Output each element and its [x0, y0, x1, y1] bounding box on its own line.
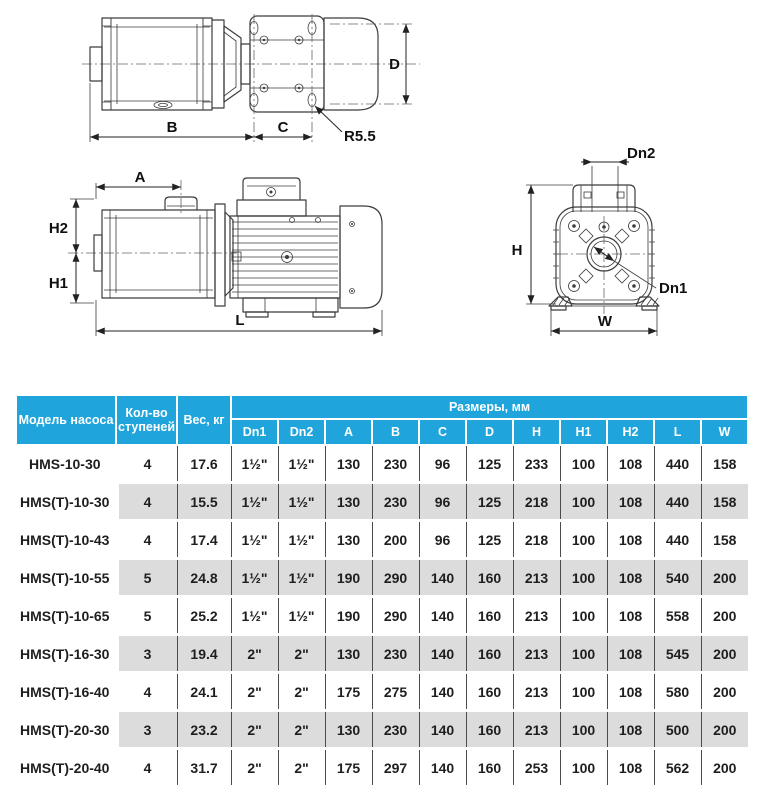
col-header-b: B: [372, 419, 419, 445]
weight-value: 24.8: [177, 559, 231, 597]
dim-a-value: 130: [325, 521, 372, 559]
weight-value: 24.1: [177, 673, 231, 711]
dim-h1-value: 100: [560, 635, 607, 673]
dim-l-value: 500: [654, 711, 701, 749]
dim-c-value: 96: [419, 483, 466, 521]
dim-d-value: 160: [466, 597, 513, 635]
dim-h1-value: 100: [560, 559, 607, 597]
col-header-a: A: [325, 419, 372, 445]
pump-model: HMS(T)-20-40: [16, 749, 116, 787]
dim-d-value: 160: [466, 673, 513, 711]
front-view-body: [549, 207, 659, 314]
weight-value: 31.7: [177, 749, 231, 787]
weight-value: 17.6: [177, 445, 231, 483]
front-view-dimensions: [512, 145, 688, 336]
dim-l-value: 440: [654, 483, 701, 521]
col-header-d: D: [466, 419, 513, 445]
dim-l-value: 440: [654, 445, 701, 483]
stages-value: 4: [116, 673, 177, 711]
dim-dn2-value: 1½": [278, 483, 325, 521]
dim-c-value: 96: [419, 521, 466, 559]
dim-dn1-value: 2": [231, 673, 278, 711]
stages-value: 5: [116, 597, 177, 635]
col-header-w: W: [701, 419, 748, 445]
dim-dn2-value: 2": [278, 673, 325, 711]
dim-b-value: 200: [372, 521, 419, 559]
dim-h-value: 218: [513, 483, 560, 521]
dim-d-value: 160: [466, 711, 513, 749]
stages-value: 4: [116, 445, 177, 483]
dim-d-value: 160: [466, 559, 513, 597]
dim-label-r5-5: R5.5: [344, 128, 376, 145]
dim-h2-value: 108: [607, 635, 654, 673]
table-row: [16, 749, 748, 787]
side-view-drawing: [49, 169, 382, 336]
dim-dn2-value: 1½": [278, 559, 325, 597]
dim-dn2-value: 2": [278, 635, 325, 673]
col-header-dn2: Dn2: [278, 419, 325, 445]
dim-h-value: 213: [513, 673, 560, 711]
dim-dn1-value: 2": [231, 635, 278, 673]
dim-d-value: 160: [466, 749, 513, 787]
dimension-drawings: [0, 0, 757, 394]
col-header-dn1: Dn1: [231, 419, 278, 445]
spec-table-wrap: [15, 394, 749, 788]
dim-l-value: 562: [654, 749, 701, 787]
dim-label-d: D: [389, 56, 400, 73]
dim-l-value: 440: [654, 521, 701, 559]
dim-a-value: 130: [325, 711, 372, 749]
dim-b-value: 290: [372, 597, 419, 635]
dim-w-value: 158: [701, 483, 748, 521]
table-row: [16, 559, 748, 597]
dim-dn2-value: 1½": [278, 597, 325, 635]
dim-a-value: 190: [325, 559, 372, 597]
col-header-model: Модель насоса: [16, 395, 116, 445]
col-header-c: C: [419, 419, 466, 445]
pump-model: HMS-10-30: [16, 445, 116, 483]
dim-d-value: 160: [466, 635, 513, 673]
spec-table-head: [16, 395, 748, 445]
stages-value: 5: [116, 559, 177, 597]
spec-table: [15, 394, 749, 788]
table-row: [16, 635, 748, 673]
dim-label-h: H: [511, 242, 523, 259]
dim-a-value: 190: [325, 597, 372, 635]
dim-w-value: 158: [701, 521, 748, 559]
stages-value: 4: [116, 749, 177, 787]
dim-dn2-value: 2": [278, 749, 325, 787]
dim-label-a: A: [134, 169, 146, 186]
dim-c-value: 96: [419, 445, 466, 483]
side-view-motor: [230, 178, 382, 317]
dim-c-value: 140: [419, 711, 466, 749]
dim-c-value: 140: [419, 597, 466, 635]
dim-h-value: 213: [513, 559, 560, 597]
dim-l-value: 558: [654, 597, 701, 635]
dim-h-value: 218: [513, 521, 560, 559]
dim-h1-value: 100: [560, 711, 607, 749]
dim-l-value: 580: [654, 673, 701, 711]
dim-h1-value: 100: [560, 521, 607, 559]
dim-a-value: 130: [325, 635, 372, 673]
dim-label-h2: H2: [48, 220, 68, 237]
dim-b-value: 230: [372, 711, 419, 749]
dim-label-dn2: Dn2: [627, 145, 656, 162]
col-header-stages: Кол-во ступеней: [116, 395, 177, 445]
dim-h2-value: 108: [607, 483, 654, 521]
dim-dn1-value: 1½": [231, 483, 278, 521]
dim-w-value: 200: [701, 711, 748, 749]
table-row: [16, 521, 748, 559]
front-view-drawing: [512, 145, 688, 336]
dim-h2-value: 108: [607, 711, 654, 749]
dim-h-value: 233: [513, 445, 560, 483]
dim-h-value: 213: [513, 635, 560, 673]
dim-b-value: 297: [372, 749, 419, 787]
dim-dn2-value: 2": [278, 711, 325, 749]
dim-l-value: 545: [654, 635, 701, 673]
dim-dn1-value: 1½": [231, 559, 278, 597]
stages-value: 3: [116, 711, 177, 749]
dim-h2-value: 108: [607, 559, 654, 597]
dim-h2-value: 108: [607, 597, 654, 635]
dim-h-value: 253: [513, 749, 560, 787]
pump-model: HMS(T)-10-43: [16, 521, 116, 559]
dim-w-value: 200: [701, 597, 748, 635]
dim-label-w: W: [597, 313, 613, 330]
weight-value: 15.5: [177, 483, 231, 521]
dim-label-h1: H1: [48, 275, 68, 292]
weight-value: 17.4: [177, 521, 231, 559]
dim-b-value: 275: [372, 673, 419, 711]
dim-label-l: L: [235, 312, 245, 329]
dim-w-value: 200: [701, 673, 748, 711]
dim-c-value: 140: [419, 749, 466, 787]
pump-model: HMS(T)-16-40: [16, 673, 116, 711]
col-header-h1: H1: [560, 419, 607, 445]
stages-value: 4: [116, 483, 177, 521]
dim-h-value: 213: [513, 597, 560, 635]
dim-h2-value: 108: [607, 521, 654, 559]
spec-table-body: [16, 445, 748, 787]
pump-model: HMS(T)-20-30: [16, 711, 116, 749]
dim-w-value: 200: [701, 559, 748, 597]
dim-h2-value: 108: [607, 445, 654, 483]
dim-l-value: 540: [654, 559, 701, 597]
dim-label-b: B: [166, 119, 178, 136]
dim-h-value: 213: [513, 711, 560, 749]
dim-d-value: 125: [466, 445, 513, 483]
table-row: [16, 711, 748, 749]
dim-d-value: 125: [466, 483, 513, 521]
dim-a-value: 130: [325, 445, 372, 483]
table-row: [16, 483, 748, 521]
front-view-port: [573, 185, 635, 212]
dim-c-value: 140: [419, 559, 466, 597]
dim-label-dn1: Dn1: [659, 280, 688, 297]
top-view-dimensions: [90, 14, 406, 145]
side-view-pump-body: [68, 197, 237, 306]
dim-dn1-value: 2": [231, 749, 278, 787]
dim-label-c: C: [277, 119, 289, 136]
dim-a-value: 175: [325, 749, 372, 787]
table-row: [16, 673, 748, 711]
dim-a-value: 130: [325, 483, 372, 521]
dim-w-value: 158: [701, 445, 748, 483]
pump-model: HMS(T)-10-55: [16, 559, 116, 597]
pump-model: HMS(T)-10-30: [16, 483, 116, 521]
weight-value: 19.4: [177, 635, 231, 673]
dim-h1-value: 100: [560, 483, 607, 521]
dim-h1-value: 100: [560, 445, 607, 483]
col-header-l: L: [654, 419, 701, 445]
dim-b-value: 230: [372, 483, 419, 521]
stages-value: 4: [116, 521, 177, 559]
pump-model: HMS(T)-10-65: [16, 597, 116, 635]
dim-h1-value: 100: [560, 673, 607, 711]
dim-b-value: 230: [372, 635, 419, 673]
dim-w-value: 200: [701, 749, 748, 787]
dim-dn2-value: 1½": [278, 521, 325, 559]
pump-model: HMS(T)-16-30: [16, 635, 116, 673]
col-header-weight: Вес, кг: [177, 395, 231, 445]
col-header-dimensions-group: Размеры, мм: [231, 395, 748, 419]
table-row: [16, 597, 748, 635]
dim-w-value: 200: [701, 635, 748, 673]
dim-dn1-value: 1½": [231, 521, 278, 559]
dim-c-value: 140: [419, 673, 466, 711]
dim-h1-value: 100: [560, 597, 607, 635]
weight-value: 23.2: [177, 711, 231, 749]
dim-h2-value: 108: [607, 673, 654, 711]
col-header-h: H: [513, 419, 560, 445]
table-row: [16, 445, 748, 483]
weight-value: 25.2: [177, 597, 231, 635]
top-view-drawing: [82, 14, 420, 145]
dim-d-value: 125: [466, 521, 513, 559]
dim-dn1-value: 1½": [231, 597, 278, 635]
dim-h2-value: 108: [607, 749, 654, 787]
dim-dn2-value: 1½": [278, 445, 325, 483]
dim-dn1-value: 2": [231, 711, 278, 749]
dim-c-value: 140: [419, 635, 466, 673]
dim-b-value: 230: [372, 445, 419, 483]
dim-b-value: 290: [372, 559, 419, 597]
dim-h1-value: 100: [560, 749, 607, 787]
dim-dn1-value: 1½": [231, 445, 278, 483]
dim-a-value: 175: [325, 673, 372, 711]
col-header-h2: H2: [607, 419, 654, 445]
stages-value: 3: [116, 635, 177, 673]
